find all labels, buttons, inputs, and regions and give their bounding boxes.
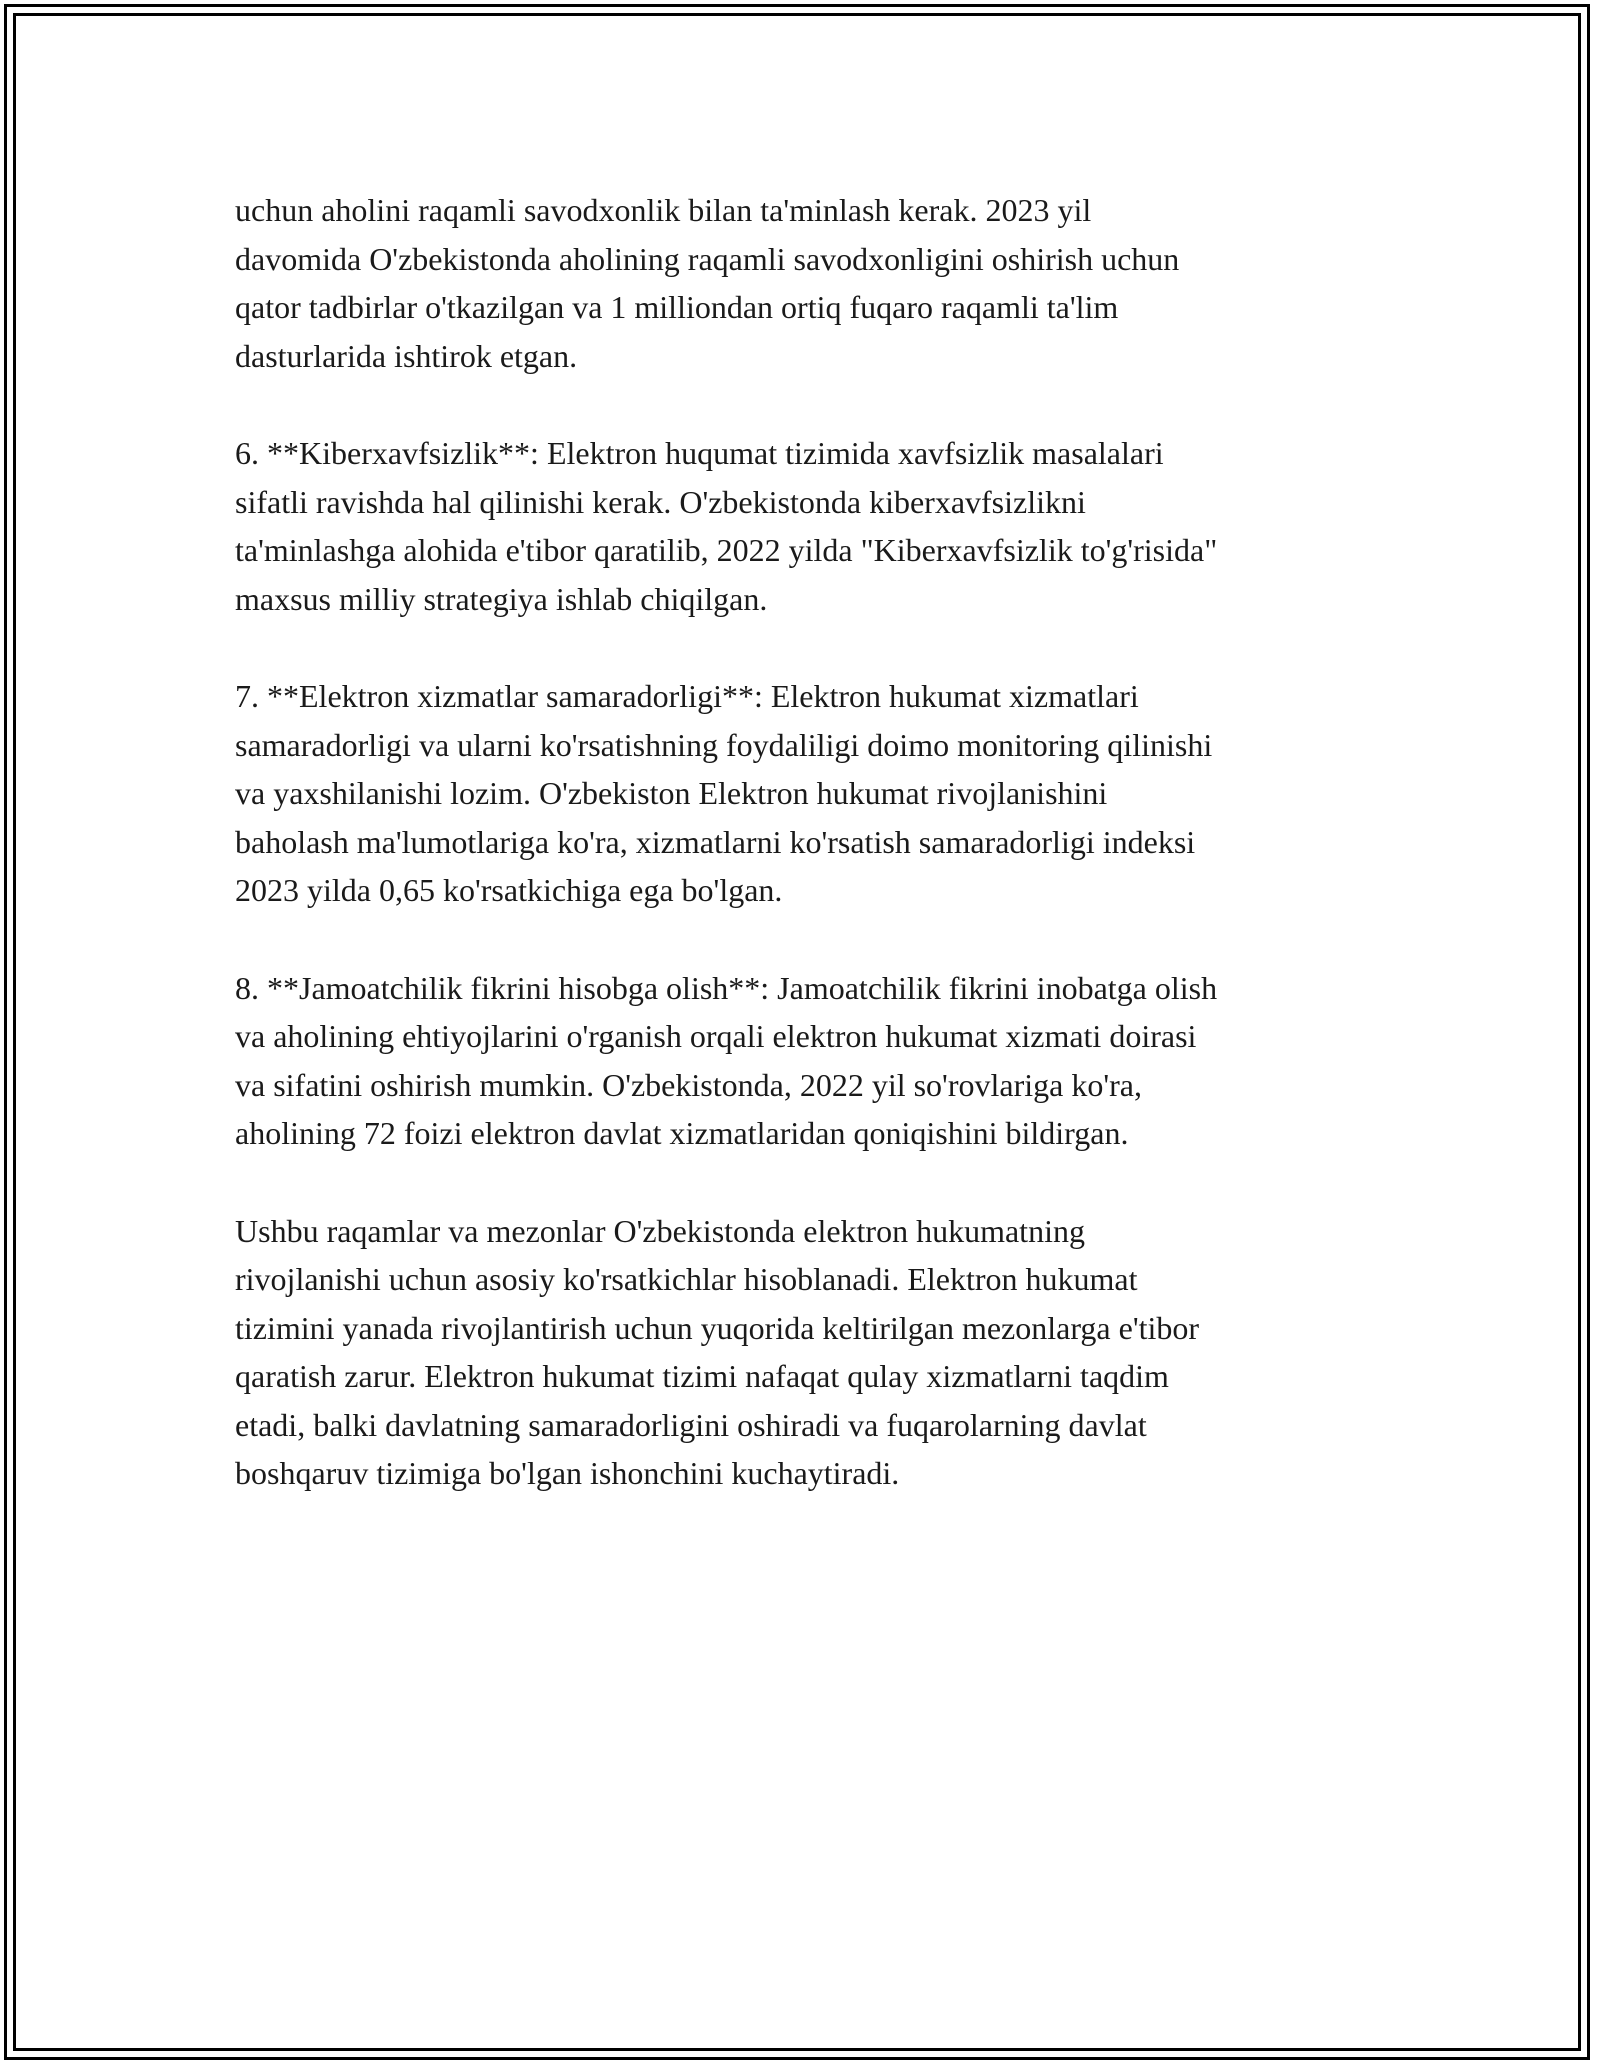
text-line: samaradorligi va ularni ko'rsatishning foydaliligi doimo monitoring qilinishi	[235, 726, 1213, 763]
paragraph-conclusion	[235, 1207, 1375, 1498]
text-line: maxsus milliy strategiya ishlab chiqilgan.	[235, 580, 768, 617]
text-line: va yaxshilanishi lozim. O'zbekiston Elektron hukumat rivojlanishini	[235, 775, 1108, 811]
text-line: ta'minlashga alohida e'tibor qaratilib, 2022 yilda "Kiberxavfsizlik to'g'risida"	[235, 532, 1218, 568]
text-line: sifatli ravishda hal qilinishi kerak. O'zbekistonda kiberxavfsizlikni	[235, 483, 1086, 520]
text-line: aholining 72 foizi elektron davlat xizmatlaridan qoniqishini bildirgan.	[235, 1115, 1129, 1151]
paragraph-service-efficiency	[235, 672, 1375, 915]
text-line: etadi, balki davlatning samaradorligini oshiradi va fuqarolarning davlat	[235, 1406, 1147, 1443]
text-line: va sifatini oshirish mumkin. O'zbekistonda, 2022 yil so'rovlariga ko'ra,	[235, 1066, 1142, 1103]
text-line: qator tadbirlar o'tkazilgan va 1 milliondan ortiq fuqaro raqamli ta'lim	[235, 289, 1119, 325]
text-line: 2023 yilda 0,65 ko'rsatkichiga ega bo'lgan.	[235, 872, 783, 908]
text-line: Ushbu raqamlar va mezonlar O'zbekistonda elektron hukumatning	[235, 1212, 1085, 1249]
text-line: rivojlanishi uchun asosiy ko'rsatkichlar hisoblanadi. Elektron hukumat	[235, 1261, 1138, 1297]
paragraph-digital-literacy	[235, 186, 1375, 380]
paragraph-cybersecurity	[235, 429, 1375, 623]
text-line: qaratish zarur. Elektron hukumat tizimi nafaqat qulay xizmatlarni taqdim	[235, 1358, 1169, 1394]
text-line: uchun aholini raqamli savodxonlik bilan ta'minlash kerak. 2023 yil	[235, 192, 1092, 228]
text-line: 7. **Elektron xizmatlar samaradorligi**: Elektron hukumat xizmatlari	[235, 678, 1139, 714]
text-line: baholash ma'lumotlariga ko'ra, xizmatlarni ko'rsatish samaradorligi indeksi	[235, 823, 1196, 860]
document-body	[235, 186, 1375, 1547]
text-line: tizimini yanada rivojlantirish uchun yuqorida keltirilgan mezonlarga e'tibor	[235, 1309, 1200, 1346]
text-line: va aholining ehtiyojlarini o'rganish orqali elektron hukumat xizmati doirasi	[235, 1018, 1197, 1054]
text-line: dasturlarida ishtirok etgan.	[235, 337, 578, 374]
text-line: davomida O'zbekistonda aholining raqamli savodxonligini oshirish uchun	[235, 240, 1180, 277]
text-line: 8. **Jamoatchilik fikrini hisobga olish**: Jamoatchilik fikrini inobatga olish	[235, 969, 1218, 1006]
text-line: boshqaruv tizimiga bo'lgan ishonchini kuchaytiradi.	[235, 1455, 900, 1491]
paragraph-public-opinion	[235, 964, 1375, 1158]
text-line: 6. **Kiberxavfsizlik**: Elektron huqumat tizimida xavfsizlik masalalari	[235, 435, 1164, 471]
